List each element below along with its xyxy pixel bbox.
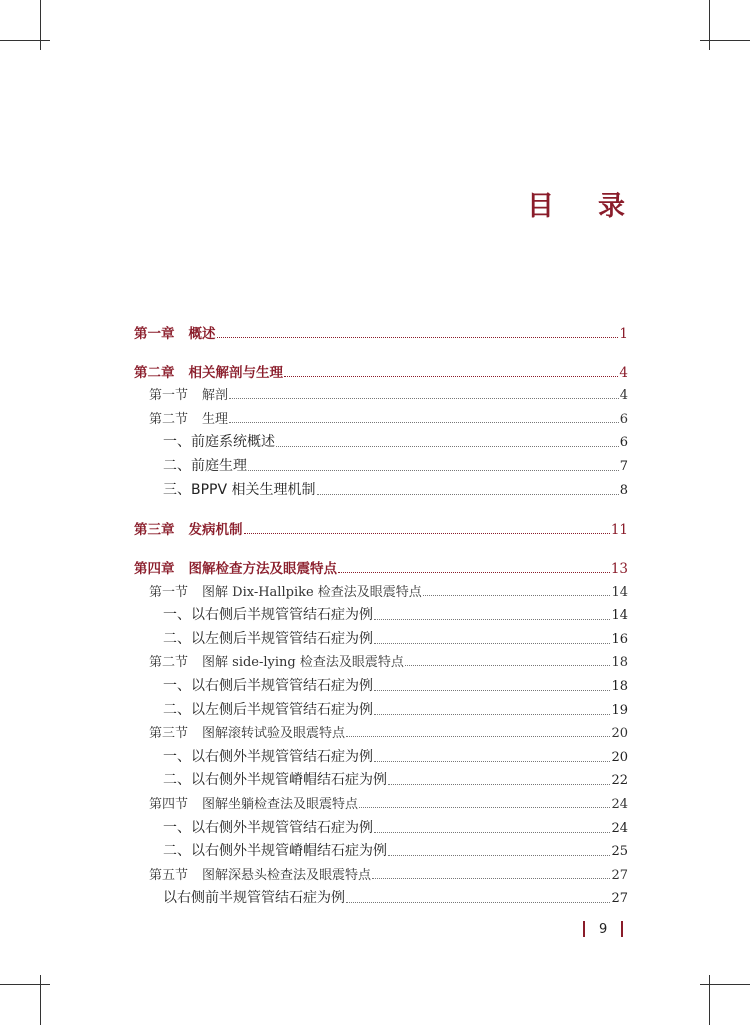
toc-entry-label: 发病机制 bbox=[188, 522, 243, 538]
toc-entry-number: 第三节 bbox=[149, 726, 189, 741]
toc-page-number: 18 bbox=[611, 655, 628, 670]
footer-bar-right bbox=[621, 921, 623, 937]
toc-entry-label: 图解滚转试验及眼震特点 bbox=[202, 726, 346, 741]
toc-page-number: 6 bbox=[619, 412, 628, 427]
toc-page-number: 18 bbox=[611, 679, 628, 694]
toc-dot-leader bbox=[374, 690, 610, 691]
toc-page-number: 4 bbox=[619, 388, 628, 403]
toc-entry-label: 一、前庭系统概述 bbox=[163, 434, 275, 450]
toc-entry-number: 第二章 bbox=[134, 365, 175, 381]
toc-section-entry[interactable] bbox=[149, 408, 628, 427]
toc-page-number: 14 bbox=[611, 608, 628, 623]
toc-chapter-entry[interactable] bbox=[134, 557, 628, 577]
toc-dot-leader bbox=[248, 470, 619, 471]
crop-mark-top-left-v bbox=[40, 0, 41, 50]
toc-entry-label: 以右侧前半规管管结石症为例 bbox=[163, 890, 345, 906]
toc-entry-number: 第一节 bbox=[149, 585, 189, 600]
toc-item-entry[interactable] bbox=[163, 887, 628, 907]
toc-page-number: 22 bbox=[611, 773, 628, 788]
toc-dot-leader bbox=[244, 533, 610, 534]
toc-dot-leader bbox=[229, 398, 619, 399]
toc-entry-label: 二、以左侧后半规管管结石症为例 bbox=[163, 631, 373, 647]
toc-dot-leader bbox=[423, 595, 611, 596]
toc-dot-leader bbox=[374, 714, 610, 715]
toc-entry-number: 第二节 bbox=[149, 655, 189, 670]
toc-section-entry[interactable] bbox=[149, 722, 628, 741]
toc-page-number: 27 bbox=[611, 868, 628, 883]
crop-mark-bottom-left-h bbox=[0, 984, 50, 985]
toc-item-entry[interactable] bbox=[163, 431, 628, 451]
toc-entry-number: 第三章 bbox=[134, 522, 175, 538]
toc-item-entry[interactable] bbox=[163, 479, 628, 499]
toc-dot-leader bbox=[346, 736, 610, 737]
toc-entry-label: 一、以右侧后半规管管结石症为例 bbox=[163, 678, 373, 694]
footer-bar-left bbox=[583, 921, 585, 937]
toc-entry-label: 二、以左侧后半规管管结石症为例 bbox=[163, 702, 373, 718]
toc-entry-number: 第二节 bbox=[149, 412, 189, 427]
toc-page-number: 20 bbox=[611, 726, 628, 741]
toc-dot-leader bbox=[405, 665, 611, 666]
toc-dot-leader bbox=[374, 643, 610, 644]
toc-page-number: 27 bbox=[611, 891, 628, 906]
toc-page-number: 4 bbox=[619, 365, 628, 381]
toc-chapter-entry[interactable] bbox=[134, 361, 628, 381]
toc-page-number: 11 bbox=[610, 522, 628, 538]
toc-entry-number: 第一章 bbox=[134, 326, 175, 342]
crop-mark-top-left-h bbox=[0, 40, 50, 41]
crop-mark-top-right-v bbox=[709, 0, 710, 50]
toc-entry-label: 二、以右侧外半规管嵴帽结石症为例 bbox=[163, 772, 387, 788]
toc-entry-number: 第五节 bbox=[149, 868, 189, 883]
crop-mark-bottom-left-v bbox=[40, 975, 41, 1025]
toc-item-entry[interactable] bbox=[163, 769, 628, 789]
toc-item-entry[interactable] bbox=[163, 840, 628, 860]
toc-page-number: 13 bbox=[610, 561, 628, 577]
toc-entry-label: 一、以右侧后半规管管结石症为例 bbox=[163, 607, 373, 623]
toc-item-entry[interactable] bbox=[163, 699, 628, 719]
toc-dot-leader bbox=[374, 619, 610, 620]
crop-mark-bottom-right-h bbox=[700, 984, 750, 985]
page-number: 9 bbox=[599, 921, 608, 937]
toc-item-entry[interactable] bbox=[163, 455, 628, 475]
title-char-1: 目 bbox=[527, 191, 554, 222]
toc-page-number: 1 bbox=[619, 326, 628, 342]
toc-entry-number: 第四章 bbox=[134, 561, 175, 577]
toc-dot-leader bbox=[338, 572, 610, 573]
toc-chapter-entry[interactable] bbox=[134, 322, 628, 342]
toc-dot-leader bbox=[346, 902, 610, 903]
page-title bbox=[527, 184, 625, 223]
title-char-2: 录 bbox=[598, 191, 625, 222]
toc-item-entry[interactable] bbox=[163, 628, 628, 648]
toc-entry-label: 解剖 bbox=[202, 388, 229, 403]
toc-section-entry[interactable] bbox=[149, 581, 628, 600]
toc-entry-label: 图解 Dix-Hallpike 检查法及眼震特点 bbox=[202, 585, 422, 600]
toc-item-entry[interactable] bbox=[163, 746, 628, 766]
toc-entry-label: 相关解剖与生理 bbox=[188, 365, 283, 381]
toc-page-number: 14 bbox=[611, 585, 628, 600]
toc-entry-number: 第一节 bbox=[149, 388, 189, 403]
toc-entry-label: 三、BPPV 相关生理机制 bbox=[163, 482, 316, 498]
toc-dot-leader bbox=[229, 422, 619, 423]
toc-dot-leader bbox=[374, 761, 610, 762]
toc-dot-leader bbox=[284, 376, 618, 377]
toc-entry-label: 图解坐躺检查法及眼震特点 bbox=[202, 797, 359, 812]
toc-entry-label: 生理 bbox=[202, 412, 229, 427]
toc-item-entry[interactable] bbox=[163, 675, 628, 695]
toc-item-entry[interactable] bbox=[163, 817, 628, 837]
toc-page-number: 24 bbox=[611, 797, 628, 812]
toc-section-entry[interactable] bbox=[149, 384, 628, 403]
toc-dot-leader bbox=[388, 855, 610, 856]
toc-page-number: 8 bbox=[619, 483, 628, 498]
toc-page-number: 24 bbox=[611, 821, 628, 836]
toc-dot-leader bbox=[317, 494, 619, 495]
toc-page-number: 7 bbox=[619, 459, 628, 474]
toc-page-number: 20 bbox=[611, 750, 628, 765]
toc-entry-label: 二、前庭生理 bbox=[163, 458, 247, 474]
toc-section-entry[interactable] bbox=[149, 864, 628, 883]
toc-entry-label: 图解 side-lying 检查法及眼震特点 bbox=[202, 655, 404, 670]
toc-entry-label: 图解检查方法及眼震特点 bbox=[188, 561, 337, 577]
toc-section-entry[interactable] bbox=[149, 651, 628, 670]
toc-page-number: 19 bbox=[611, 703, 628, 718]
toc-entry-label: 二、以右侧外半规管嵴帽结石症为例 bbox=[163, 843, 387, 859]
toc-entry-number: 第四节 bbox=[149, 797, 189, 812]
toc-dot-leader bbox=[217, 337, 619, 338]
toc-entry-label: 图解深悬头检查法及眼震特点 bbox=[202, 868, 372, 883]
toc-entry-label: 一、以右侧外半规管管结石症为例 bbox=[163, 820, 373, 836]
toc-dot-leader bbox=[372, 878, 610, 879]
toc-page-number: 16 bbox=[611, 632, 628, 647]
toc-dot-leader bbox=[359, 807, 610, 808]
toc-entry-label: 概述 bbox=[188, 326, 216, 342]
toc-section-entry[interactable] bbox=[149, 793, 628, 812]
crop-mark-bottom-right-v bbox=[709, 975, 710, 1025]
toc-dot-leader bbox=[276, 446, 619, 447]
toc-page-number: 6 bbox=[619, 435, 628, 450]
toc-dot-leader bbox=[374, 832, 610, 833]
toc-item-entry[interactable] bbox=[163, 604, 628, 624]
toc-page-number: 25 bbox=[611, 844, 628, 859]
crop-mark-top-right-h bbox=[700, 40, 750, 41]
toc-dot-leader bbox=[388, 784, 610, 785]
toc-entry-label: 一、以右侧外半规管管结石症为例 bbox=[163, 749, 373, 765]
toc-chapter-entry[interactable] bbox=[134, 518, 628, 538]
page-footer bbox=[583, 921, 623, 937]
